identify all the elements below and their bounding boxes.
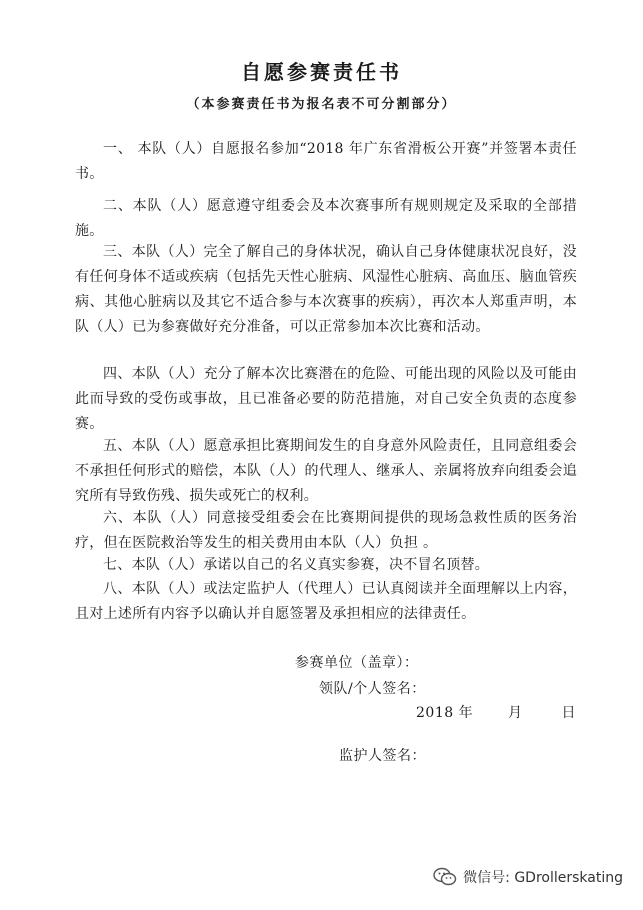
signature-leader-label: 领队/个人签名： [319, 681, 426, 697]
wechat-id-text: 微信号: GDrollerskating [463, 870, 623, 886]
footer-watermark [433, 867, 623, 887]
paragraph-3: 三、本队（人）完全了解自己的身体状况，确认自己身体健康状况良好，没有任何身体不适或疾病（包括先天性心脏病、风湿性心脏病、高血压、脑血管疾病、其他心脏病以及其它不适合参与本次赛事的疾病），再次本人郑重声明，本队（人）已为参赛做好充分准备，可以正常参加本次比赛和活动。 [75, 244, 577, 335]
paragraph-1: 一、 本队（人）自愿报名参加“2018 年广东省滑板公开赛”并签署本责任书。 [75, 141, 577, 182]
date-year: 2018 年 [416, 705, 474, 721]
signature-guardian-label: 监护人签名： [339, 748, 426, 764]
document-subtitle: （本参赛责任书为报名表不可分割部分） [186, 97, 457, 112]
signature-unit-label: 参赛单位（盖章）： [295, 655, 419, 671]
signature-date [416, 702, 576, 722]
paragraph-2: 二、本队（人）愿意遵守组委会及本次赛事所有规则规定及采取的全部措施。 [75, 198, 577, 239]
paragraph-6: 六、本队（人）同意接受组委会在比赛期间提供的现场急救性质的医务治疗，但在医院救治等发生的相关费用由本队（人）负担 。 [75, 510, 577, 551]
date-day: 日 [561, 705, 576, 721]
paragraph-7: 七、本队（人）承诺以自己的名义真实参赛，决不冒名顶替。 [103, 557, 490, 573]
wechat-icon [433, 867, 457, 887]
document-title: 自愿参赛责任书 [241, 60, 402, 84]
paragraph-5: 五、本队（人）愿意承担比赛期间发生的自身意外风险责任，且同意组委会不承担任何形式的赔偿，本队（人）的代理人、继承人、亲属将放弃向组委会追究所有导致伤残、损失或死亡的权利。 [75, 438, 577, 504]
paragraph-4: 四、本队（人）充分了解本次比赛潜在的危险、可能出现的风险以及可能由此而导致的受伤或事故，且已准备必要的防范措施，对自己安全负责的态度参赛。 [75, 366, 577, 432]
date-month: 月 [508, 705, 523, 721]
paragraph-8: 八、本队（人）或法定监护人（代理人）已认真阅读并全面理解以上内容，且对上述所有内容予以确认并自愿签署及承担相应的法律责任。 [75, 581, 577, 622]
